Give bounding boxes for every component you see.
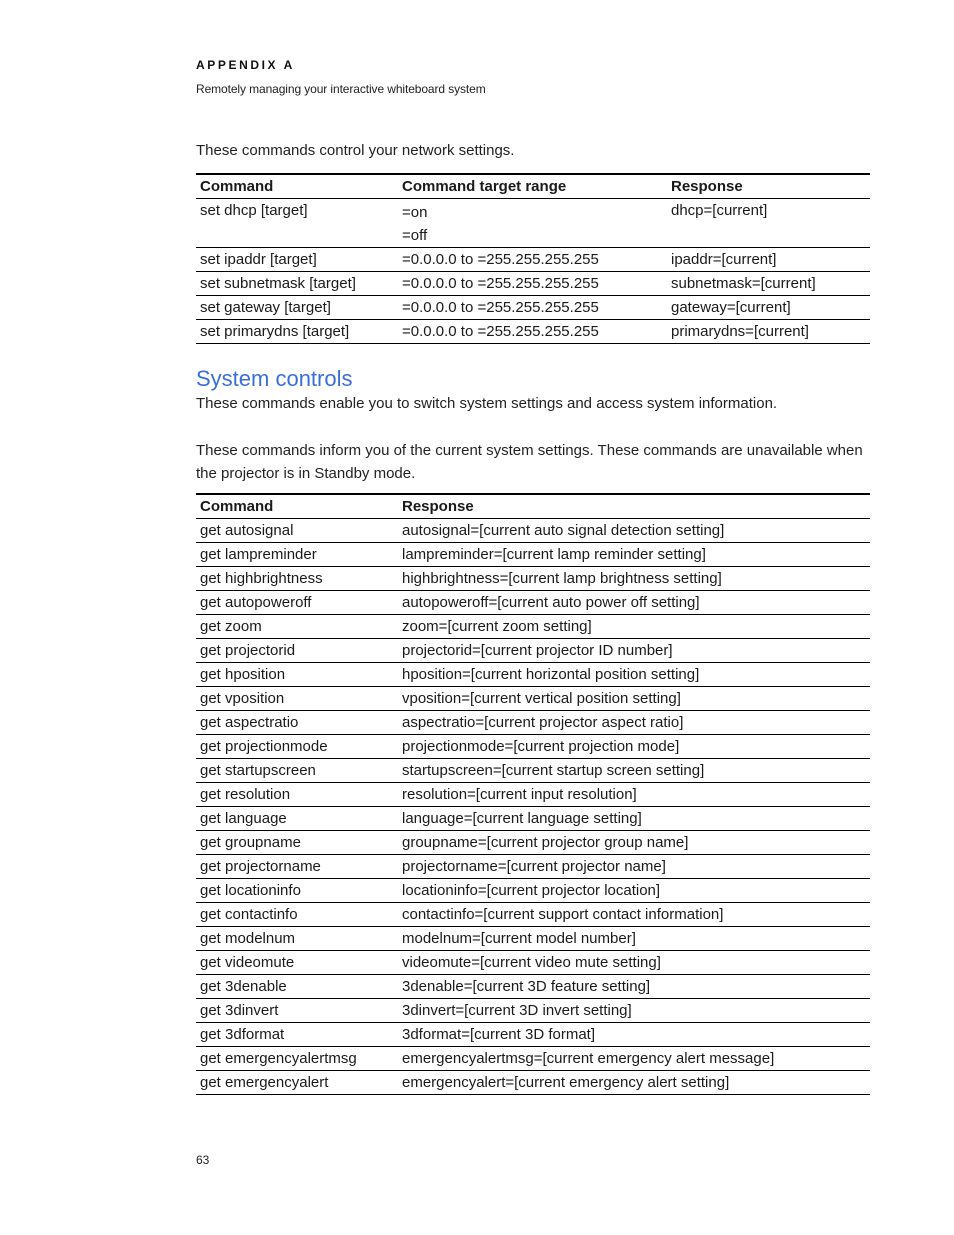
range-cell — [398, 320, 667, 344]
command-cell: get autopoweroff — [200, 594, 312, 611]
table-row — [196, 951, 870, 975]
chapter-subtitle: Remotely managing your interactive whiteboard system — [196, 82, 486, 96]
page-number: 63 — [196, 1153, 210, 1167]
column-header-command: Command — [200, 498, 274, 515]
column-header-response: Response — [402, 498, 474, 515]
command-cell: get 3denable — [200, 978, 287, 995]
table-row — [196, 711, 870, 735]
table-row — [196, 199, 870, 248]
range-value: =0.0.0.0 to =255.255.255.255 — [402, 299, 599, 316]
response-cell: groupname=[current projector group name] — [402, 834, 689, 851]
range-cell — [398, 248, 667, 272]
command-cell: get aspectratio — [200, 714, 299, 731]
table-row — [196, 879, 870, 903]
command-cell: get zoom — [200, 618, 262, 635]
response-cell: ipaddr=[current] — [671, 251, 777, 268]
table-row — [196, 759, 870, 783]
response-cell: language=[current language setting] — [402, 810, 642, 827]
range-cell — [398, 272, 667, 296]
response-cell: aspectratio=[current projector aspect ratio] — [402, 714, 684, 731]
table-row — [196, 999, 870, 1023]
command-cell: get highbrightness — [200, 570, 323, 587]
command-cell: get projectorname — [200, 858, 321, 875]
system-commands-table — [196, 493, 870, 1095]
appendix-label: APPENDIX A — [196, 58, 295, 72]
system-intro-paragraph: These commands enable you to switch system settings and access system information. — [196, 395, 778, 412]
table-row — [196, 831, 870, 855]
command-cell: get contactinfo — [200, 906, 298, 923]
response-cell: contactinfo=[current support contact information] — [402, 906, 724, 923]
response-cell: vposition=[current vertical position setting] — [402, 690, 681, 707]
response-cell: emergencyalert=[current emergency alert setting] — [402, 1074, 730, 1091]
response-cell: emergencyalertmsg=[current emergency alert message] — [402, 1050, 775, 1067]
response-cell: lampreminder=[current lamp reminder setting] — [402, 546, 706, 563]
table-row — [196, 735, 870, 759]
range-value: =off — [402, 227, 428, 244]
response-cell: highbrightness=[current lamp brightness setting] — [402, 570, 722, 587]
command-cell: set subnetmask [target] — [200, 275, 356, 292]
command-cell: get autosignal — [200, 522, 294, 539]
table-row — [196, 855, 870, 879]
table-row — [196, 272, 870, 296]
table-row — [196, 591, 870, 615]
command-cell: get locationinfo — [200, 882, 301, 899]
response-cell: projectionmode=[current projection mode] — [402, 738, 680, 755]
table-row — [196, 1047, 870, 1071]
response-cell: zoom=[current zoom setting] — [402, 618, 592, 635]
table-row — [196, 807, 870, 831]
table-row — [196, 663, 870, 687]
column-header-command: Command — [200, 178, 274, 195]
command-cell: get videomute — [200, 954, 295, 971]
range-value: =0.0.0.0 to =255.255.255.255 — [402, 275, 599, 292]
column-header-range: Command target range — [402, 178, 567, 195]
table-row — [196, 248, 870, 272]
response-cell: autopoweroff=[current auto power off setting] — [402, 594, 700, 611]
table-row — [196, 687, 870, 711]
response-cell: dhcp=[current] — [671, 202, 768, 219]
command-cell: get modelnum — [200, 930, 296, 947]
range-cell — [398, 199, 667, 248]
response-cell: autosignal=[current auto signal detection setting] — [402, 522, 725, 539]
table-row — [196, 783, 870, 807]
table-row — [196, 1071, 870, 1095]
network-intro: These commands control your network settings. — [196, 142, 515, 159]
table-row — [196, 543, 870, 567]
range-value: =0.0.0.0 to =255.255.255.255 — [402, 323, 599, 340]
range-value: =0.0.0.0 to =255.255.255.255 — [402, 251, 599, 268]
column-header-response: Response — [671, 178, 743, 195]
response-cell: primarydns=[current] — [671, 323, 809, 340]
command-cell: get language — [200, 810, 287, 827]
command-cell: set gateway [target] — [200, 299, 331, 316]
table-row — [196, 903, 870, 927]
system-info-paragraph: These commands inform you of the current system settings. These commands are unavailable when the projector is in Standby mode. — [196, 442, 863, 482]
table-row — [196, 639, 870, 663]
response-cell: projectorname=[current projector name] — [402, 858, 666, 875]
table-row — [196, 927, 870, 951]
command-cell: get projectorid — [200, 642, 296, 659]
response-cell: subnetmask=[current] — [671, 275, 816, 292]
range-cell — [398, 296, 667, 320]
command-cell: get emergencyalertmsg — [200, 1050, 357, 1067]
table-row — [196, 320, 870, 344]
response-cell: projectorid=[current projector ID number] — [402, 642, 673, 659]
command-cell: get startupscreen — [200, 762, 316, 779]
response-cell: resolution=[current input resolution] — [402, 786, 637, 803]
response-cell: gateway=[current] — [671, 299, 791, 316]
table-row — [196, 615, 870, 639]
command-cell: get emergencyalert — [200, 1074, 329, 1091]
command-cell: get groupname — [200, 834, 301, 851]
range-value: =on — [402, 204, 428, 221]
table-row — [196, 567, 870, 591]
table-row — [196, 975, 870, 999]
table-row — [196, 296, 870, 320]
table-header-row — [196, 494, 870, 519]
response-cell: videomute=[current video mute setting] — [402, 954, 661, 971]
command-cell: get lampreminder — [200, 546, 317, 563]
response-cell: 3dformat=[current 3D format] — [402, 1026, 595, 1043]
response-cell: 3dinvert=[current 3D invert setting] — [402, 1002, 632, 1019]
command-cell: get resolution — [200, 786, 291, 803]
response-cell: 3denable=[current 3D feature setting] — [402, 978, 651, 995]
response-cell: locationinfo=[current projector location] — [402, 882, 661, 899]
network-commands-table — [196, 173, 870, 344]
response-cell: hposition=[current horizontal position setting] — [402, 666, 700, 683]
command-cell: get 3dinvert — [200, 1002, 279, 1019]
command-cell: get hposition — [200, 666, 286, 683]
response-cell: modelnum=[current model number] — [402, 930, 636, 947]
table-row — [196, 519, 870, 543]
command-cell: get 3dformat — [200, 1026, 285, 1043]
command-cell: get projectionmode — [200, 738, 328, 755]
command-cell: set primarydns [target] — [200, 323, 350, 340]
table-header-row — [196, 174, 870, 199]
table-row — [196, 1023, 870, 1047]
command-cell: get vposition — [200, 690, 285, 707]
command-cell: set ipaddr [target] — [200, 251, 317, 268]
response-cell: startupscreen=[current startup screen setting] — [402, 762, 705, 779]
section-heading-system-controls: System controls — [196, 366, 353, 391]
command-cell: set dhcp [target] — [200, 202, 308, 219]
